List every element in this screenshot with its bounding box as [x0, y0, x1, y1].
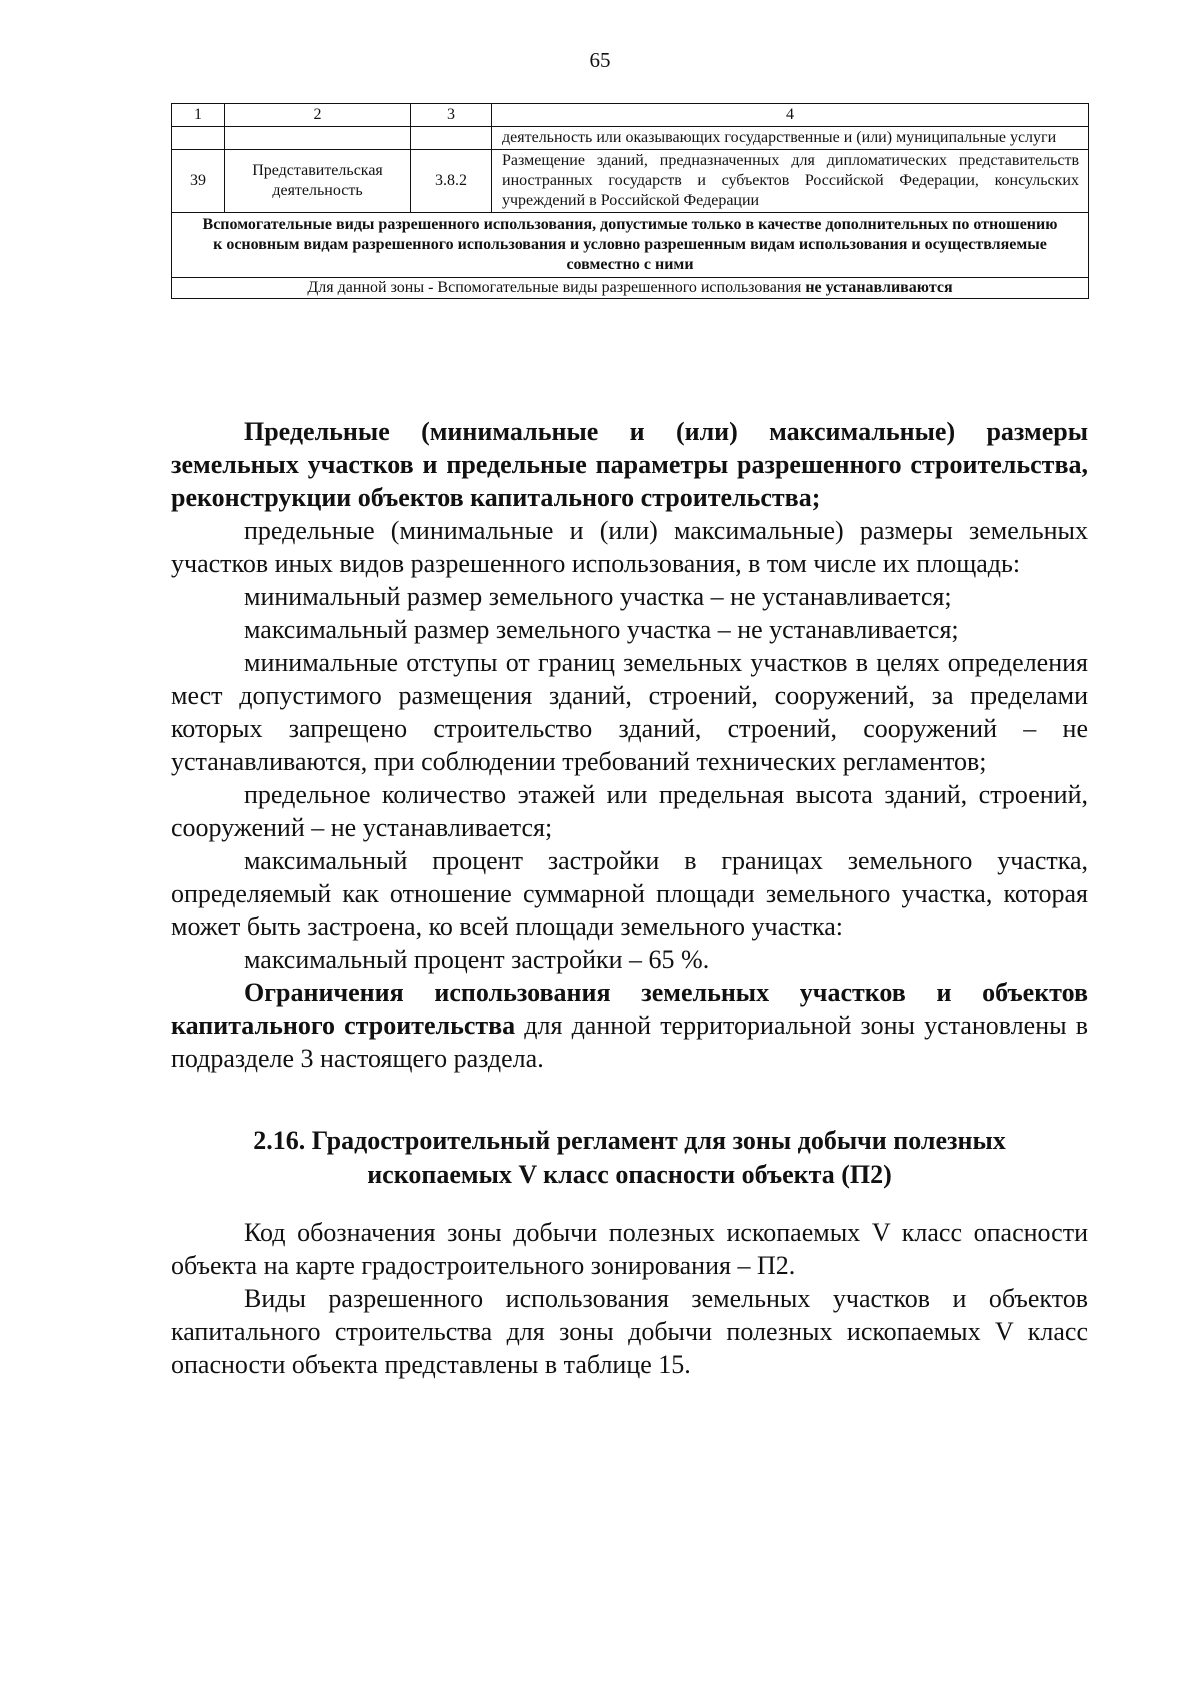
- paragraph: максимальный размер земельного участка – не устанавливается;: [244, 615, 959, 644]
- paragraph: максимальный процент застройки – 65 %.: [244, 945, 710, 974]
- paragraph: предельное количество этажей или предельная высота зданий, строений, сооружений – не устанавливается;: [171, 780, 1088, 842]
- table-cell: [411, 127, 492, 150]
- table-row: [172, 278, 1089, 299]
- table-cell-description: деятельность или оказывающих государственные и (или) муниципальные услуги: [492, 127, 1089, 150]
- paragraph: минимальный размер земельного участка – не устанавливается;: [244, 582, 952, 611]
- section-title-line: ископаемых V класс опасности объекта (П2): [367, 1160, 892, 1189]
- table-cell-number: 39: [172, 150, 225, 213]
- paragraph: предельные (минимальные и (или) максимальные) размеры земельных участков иных видов разрешенного использования, в том числе их площадь:: [171, 516, 1088, 578]
- table-row: [172, 213, 1089, 278]
- auxiliary-note-bold: не устанавливаются: [805, 279, 953, 296]
- paragraph: Виды разрешенного использования земельных участков и объектов капитального строительства для зоны добычи полезных ископаемых V класс опасности объекта представлены в таблице 15.: [171, 1284, 1088, 1379]
- table-header-row: [172, 104, 1089, 127]
- column-header: 4: [492, 104, 1089, 127]
- table-cell: [172, 127, 225, 150]
- table-cell-code: 3.8.2: [411, 150, 492, 213]
- limits-section: [171, 415, 1088, 1075]
- table-row: [172, 150, 1089, 213]
- column-header: 2: [225, 104, 411, 127]
- auxiliary-uses-header: Вспомогательные виды разрешенного использования, допустимые только в качестве дополнительных по отношению к основным видам разрешенного использования и условно разрешенным видам использования и осуществляемые совместно с ними: [172, 213, 1089, 278]
- paragraph: Код обозначения зоны добычи полезных ископаемых V класс опасности объекта на карте градостроительного зонирования – П2.: [171, 1218, 1088, 1280]
- table-cell-name: Представительская деятельность: [225, 150, 411, 213]
- restrictions-paragraph: [171, 976, 1088, 1075]
- restrictions-bold: Ограничения использования земельных участков и объектов капитального строительства: [171, 978, 1088, 1040]
- column-header: 3: [411, 104, 492, 127]
- restrictions-text: для данной территориальной зоны установлены в подразделе 3 настоящего раздела.: [171, 1011, 1088, 1073]
- limits-heading: Предельные (минимальные и (или) максимальные) размеры земельных участков и предельные параметры разрешенного строительства, реконструкции объектов капитального строительства;: [171, 417, 1088, 512]
- permitted-use-table: [171, 103, 1089, 299]
- table-cell: [225, 127, 411, 150]
- section-216-body: [171, 1216, 1088, 1381]
- auxiliary-note-text: Для данной зоны - Вспомогательные виды разрешенного использования: [307, 279, 806, 296]
- column-header: 1: [172, 104, 225, 127]
- section-title-line: 2.16. Градостроительный регламент для зоны добычи полезных: [253, 1126, 1006, 1155]
- table-cell-description: Размещение зданий, предназначенных для дипломатических представительств иностранных государств и субъектов Российской Федерации, консульских учреждений в Российской Федерации: [492, 150, 1089, 213]
- auxiliary-uses-note: [172, 278, 1089, 299]
- page-number: 65: [589, 48, 611, 72]
- section-title: [171, 1124, 1088, 1192]
- paragraph: максимальный процент застройки в границах земельного участка, определяемый как отношение суммарной площади земельного участка, которая может быть застроена, ко всей площади земельного участка:: [171, 846, 1088, 941]
- paragraph: минимальные отступы от границ земельных участков в целях определения мест допустимого размещения зданий, строений, сооружений, за пределами которых запрещено строительство зданий, строений, сооружений – не устанавливаются, при соблюдении требований технических регламентов;: [171, 648, 1088, 776]
- table-row: [172, 127, 1089, 150]
